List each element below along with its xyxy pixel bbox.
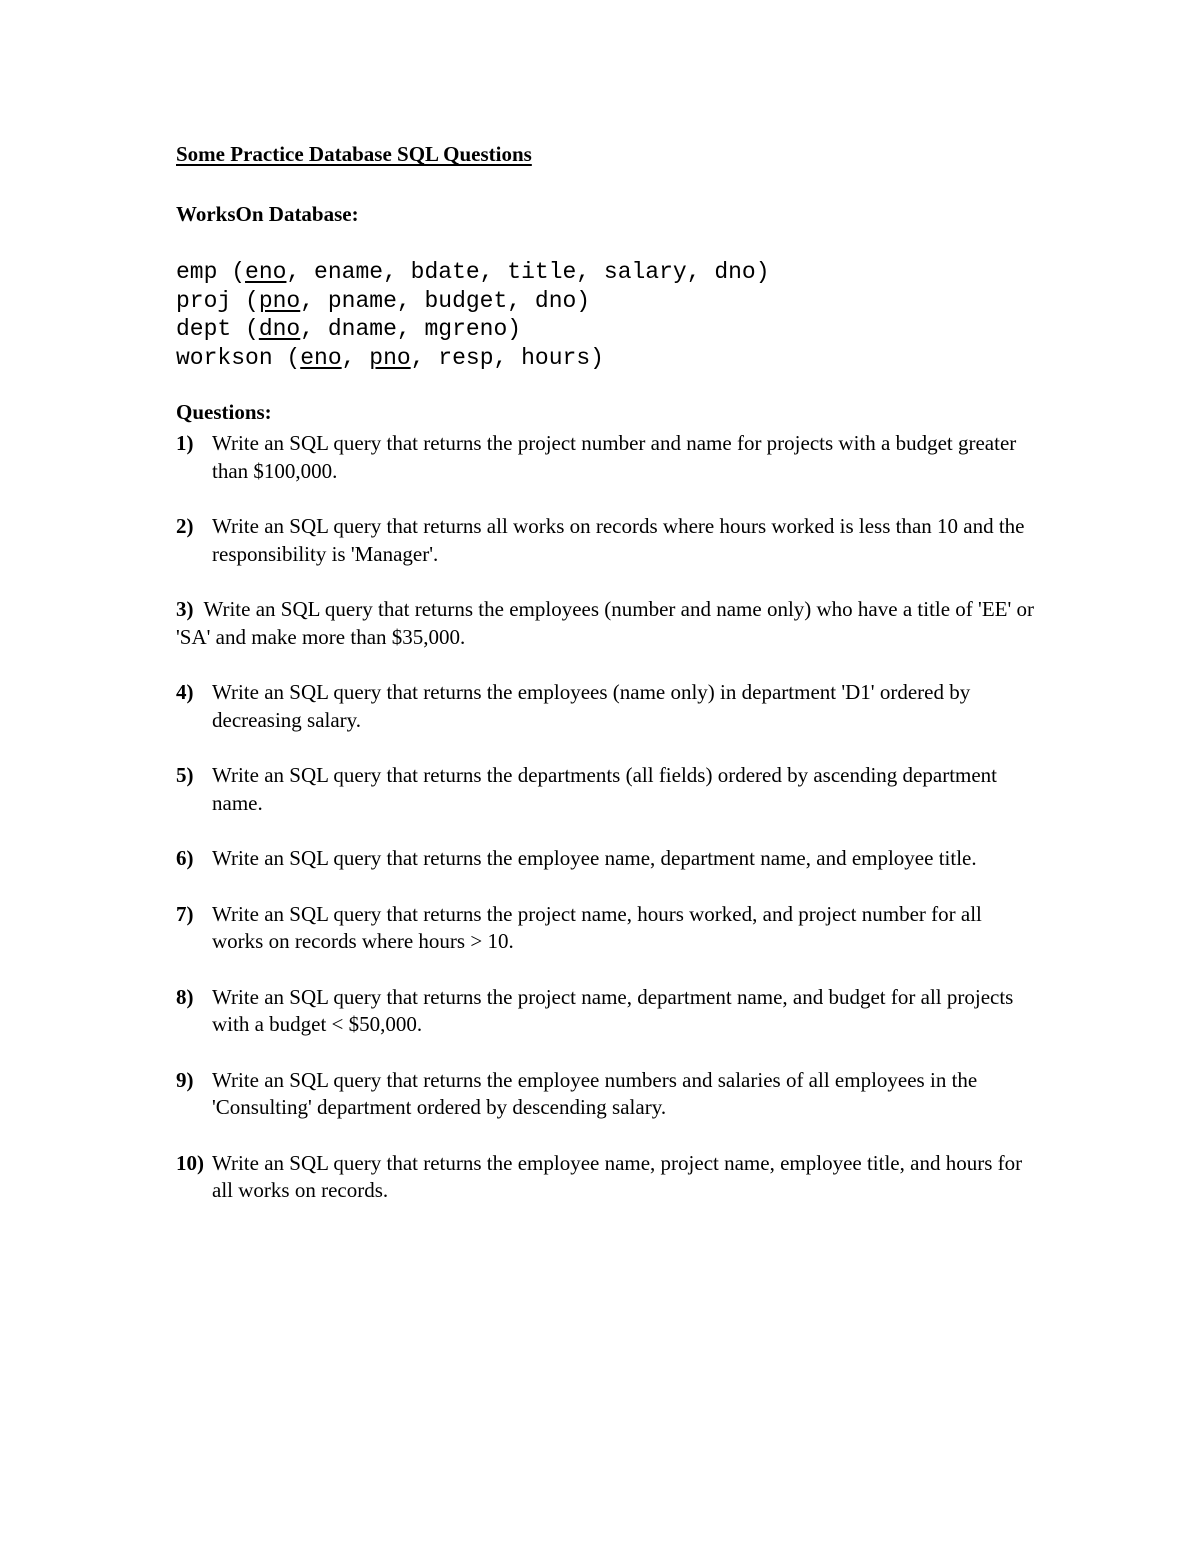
question-number: 1) [176,431,194,455]
question-number: 6) [176,846,194,870]
question-text: Write an SQL query that returns the employee name, project name, employee title, and hours for all works on records. [212,1150,1023,1202]
question-text: Write an SQL query that returns the project name, hours worked, and project number for all works on records where hours > 10. [212,901,982,953]
question-text: Write an SQL query that returns the employee name, department name, and employee title. [212,846,977,870]
question-item [176,984,1036,1039]
question-item [176,901,1036,956]
question-item [176,513,1036,568]
table-name: workson [176,344,273,371]
primary-key-field: eno [300,344,342,371]
table-name: dept [176,316,232,342]
questions-heading: Questions: [176,400,272,424]
question-number: 5) [176,763,194,787]
primary-key-field: eno [245,259,287,285]
schema-line-proj: proj (pno, pname, budget, dno) [176,287,591,314]
question-text: Write an SQL query that returns the employees (name only) in department 'D1' ordered by decreasing salary. [212,680,971,732]
schema-line-workson: workson (eno, pno, resp, hours) [176,344,604,371]
question-item [176,845,1036,873]
question-item [176,1067,1036,1122]
primary-key-field: pno [369,344,411,371]
schema-fields: , resp, hours) [410,344,604,371]
question-item [176,1150,1036,1205]
question-number: 7) [176,901,194,926]
question-text: Write an SQL query that returns the project name, department name, and budget for all projects with a budget < $50,000. [212,984,1014,1036]
question-number: 2) [176,514,194,538]
question-item [176,762,1036,817]
schema-fields: , ename, bdate, title, salary, dno) [286,259,770,285]
question-number: 10) [176,1150,204,1175]
question-text: Write an SQL query that returns the departments (all fields) ordered by ascending department name. [212,763,998,815]
document-title: Some Practice Database SQL Questions [176,142,532,166]
schema-list [176,258,770,372]
primary-key-field: pno [258,287,301,314]
table-name: emp [176,259,218,285]
question-text: Write an SQL query that returns all works on records where hours worked is less than 10 and the responsibility is 'Manager'. [212,514,1025,566]
question-number: 4) [176,680,194,704]
questions-list [176,430,1036,1233]
question-item [176,430,1036,485]
question-item [176,679,1036,734]
question-text: Write an SQL query that returns the employees (number and name only) who have a title of 'EE' or 'SA' and make more than $35,000. [176,597,1035,649]
schema-line-dept: dept (dno, dname, mgreno) [176,316,522,342]
table-name: proj [176,287,232,314]
schema-fields: , dname, mgreno) [300,316,522,342]
schema-fields: , pname, budget, dno) [300,287,591,314]
question-item [176,596,1036,651]
question-number: 9) [176,1067,194,1092]
question-number: 3) [176,597,194,621]
question-text: Write an SQL query that returns the employee numbers and salaries of all employees in the 'Consulting' department ordered by descending salary. [212,1067,978,1119]
primary-key-field: dno [258,316,301,342]
question-number: 8) [176,984,194,1009]
question-text: Write an SQL query that returns the project number and name for projects with a budget greater than $100,000. [212,431,1017,483]
schema-line-emp: emp (eno, ename, bdate, title, salary, dno) [176,259,770,285]
database-heading: WorksOn Database: [176,202,359,226]
